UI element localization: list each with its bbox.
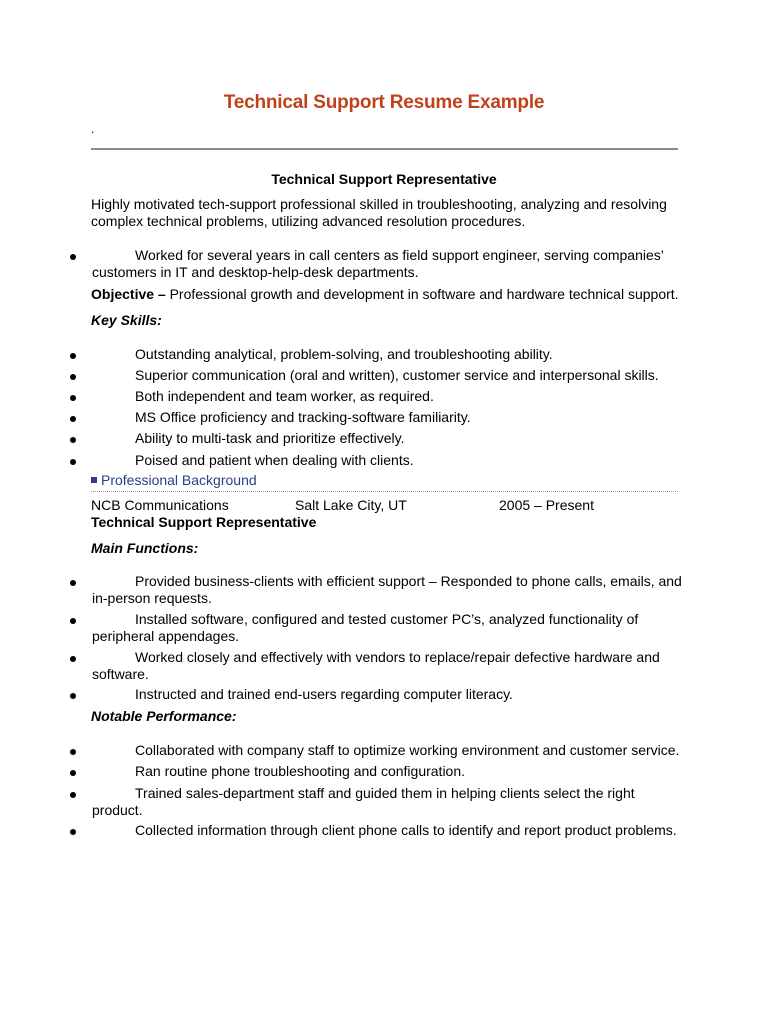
summary-paragraph: Highly motivated tech-support professional skilled in troubleshooting, analyzing and resolving complex technical problems, utilizing advanced resolution procedures.	[91, 196, 667, 229]
performance-text: Collected information through client phone calls to identify and report product problems.	[135, 822, 677, 838]
bullet-icon	[70, 580, 76, 586]
professional-background-heading	[91, 472, 257, 488]
bullet-icon	[70, 437, 76, 443]
main-functions-heading: Main Functions:	[91, 540, 199, 556]
performance-text: Trained sales-department staff and guided them in helping clients select the right product.	[92, 785, 635, 818]
notable-performance-heading: Notable Performance:	[91, 708, 237, 724]
skill-text: Superior communication (oral and written), customer service and interpersonal skills.	[135, 367, 659, 383]
performance-text: Ran routine phone troubleshooting and configuration.	[135, 763, 466, 779]
bullet-icon	[70, 374, 76, 380]
section-divider	[91, 491, 678, 492]
bullet-icon	[70, 353, 76, 359]
dot-mark: .	[91, 122, 95, 136]
skill-text: Outstanding analytical, problem-solving, and troubleshooting ability.	[135, 346, 553, 362]
bullet-icon	[70, 770, 76, 776]
job-title: Technical Support Representative	[91, 514, 317, 530]
bullet-icon	[70, 459, 76, 465]
job-dates: 2005 – Present	[499, 497, 594, 513]
bullet-icon	[70, 395, 76, 401]
bullet-icon	[70, 254, 76, 260]
resume-headline: Technical Support Representative	[271, 171, 497, 187]
bullet-icon	[70, 749, 76, 755]
bullet-icon	[70, 618, 76, 624]
function-text: Instructed and trained end-users regarding computer literacy.	[135, 686, 513, 702]
bullet-icon	[70, 416, 76, 422]
professional-background-label: Professional Background	[101, 472, 257, 488]
square-bullet-icon	[91, 477, 97, 483]
title-divider	[91, 148, 678, 150]
skill-text: Ability to multi-task and prioritize effectively.	[135, 430, 405, 446]
page-title: Technical Support Resume Example	[223, 92, 545, 113]
performance-text: Collaborated with company staff to optimize working environment and customer service.	[135, 742, 680, 758]
bullet-icon	[70, 792, 76, 798]
function-text: Installed software, configured and tested customer PC’s, analyzed functionality of peripheral appendages.	[92, 611, 639, 644]
skill-text: MS Office proficiency and tracking-software familiarity.	[135, 409, 471, 425]
company-name: NCB Communications	[91, 497, 229, 513]
bullet-icon	[70, 693, 76, 699]
job-location: Salt Lake City, UT	[295, 497, 407, 513]
function-text: Provided business-clients with efficient support – Responded to phone calls, emails, and in-person requests.	[92, 573, 682, 606]
skill-text: Both independent and team worker, as required.	[135, 388, 434, 404]
key-skills-heading: Key Skills:	[91, 312, 162, 328]
objective-text: Professional growth and development in software and hardware technical support.	[165, 286, 679, 302]
function-text: Worked closely and effectively with vendors to replace/repair defective hardware and software.	[92, 649, 660, 682]
objective-label: Objective –	[91, 286, 166, 302]
bullet-icon	[70, 829, 76, 835]
skill-text: Poised and patient when dealing with clients.	[135, 452, 414, 468]
summary-bullet-text: Worked for several years in call centers as field support engineer, serving companies’ customers in IT and desktop-help-desk departments.	[92, 247, 664, 280]
objective	[91, 286, 691, 303]
bullet-icon	[70, 656, 76, 662]
